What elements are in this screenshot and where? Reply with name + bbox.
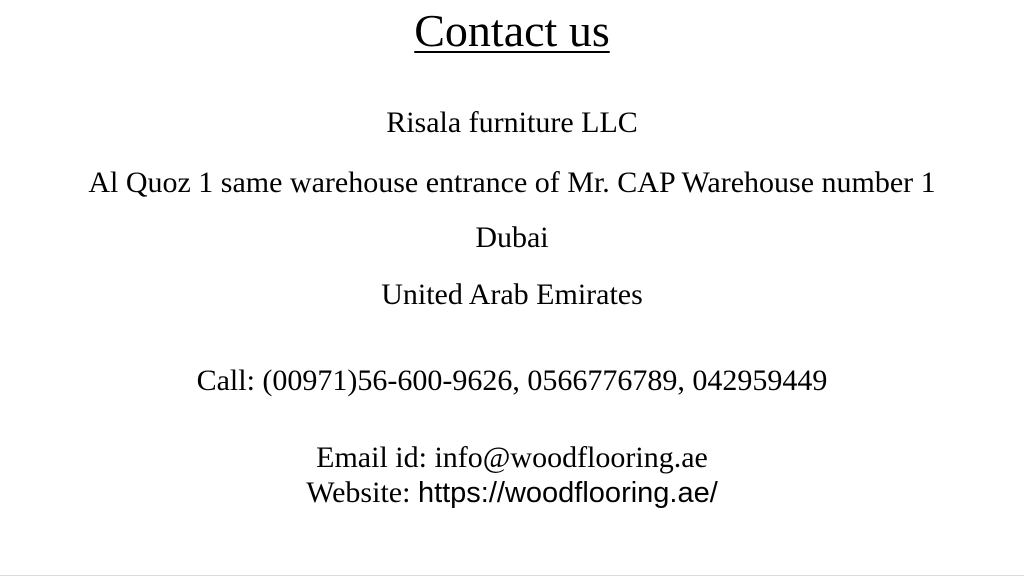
website-label: Website: [306, 476, 418, 509]
country-line: United Arab Emirates [381, 278, 643, 311]
website-url: https://woodflooring.ae/ [417, 477, 718, 509]
page-title [0, 6, 1024, 56]
city-line: Dubai [475, 221, 549, 254]
page-title-text: Contact us [414, 5, 610, 56]
company-name: Risala furniture LLC [386, 106, 638, 139]
email-line: Email id: info@woodflooring.ae [316, 441, 708, 474]
phone-numbers-line: Call: (00971)56-600-9626, 0566776789, 042959449 [196, 364, 828, 397]
address-line: Al Quoz 1 same warehouse entrance of Mr. CAP Warehouse number 1 [88, 166, 936, 199]
website-line [0, 475, 1024, 511]
